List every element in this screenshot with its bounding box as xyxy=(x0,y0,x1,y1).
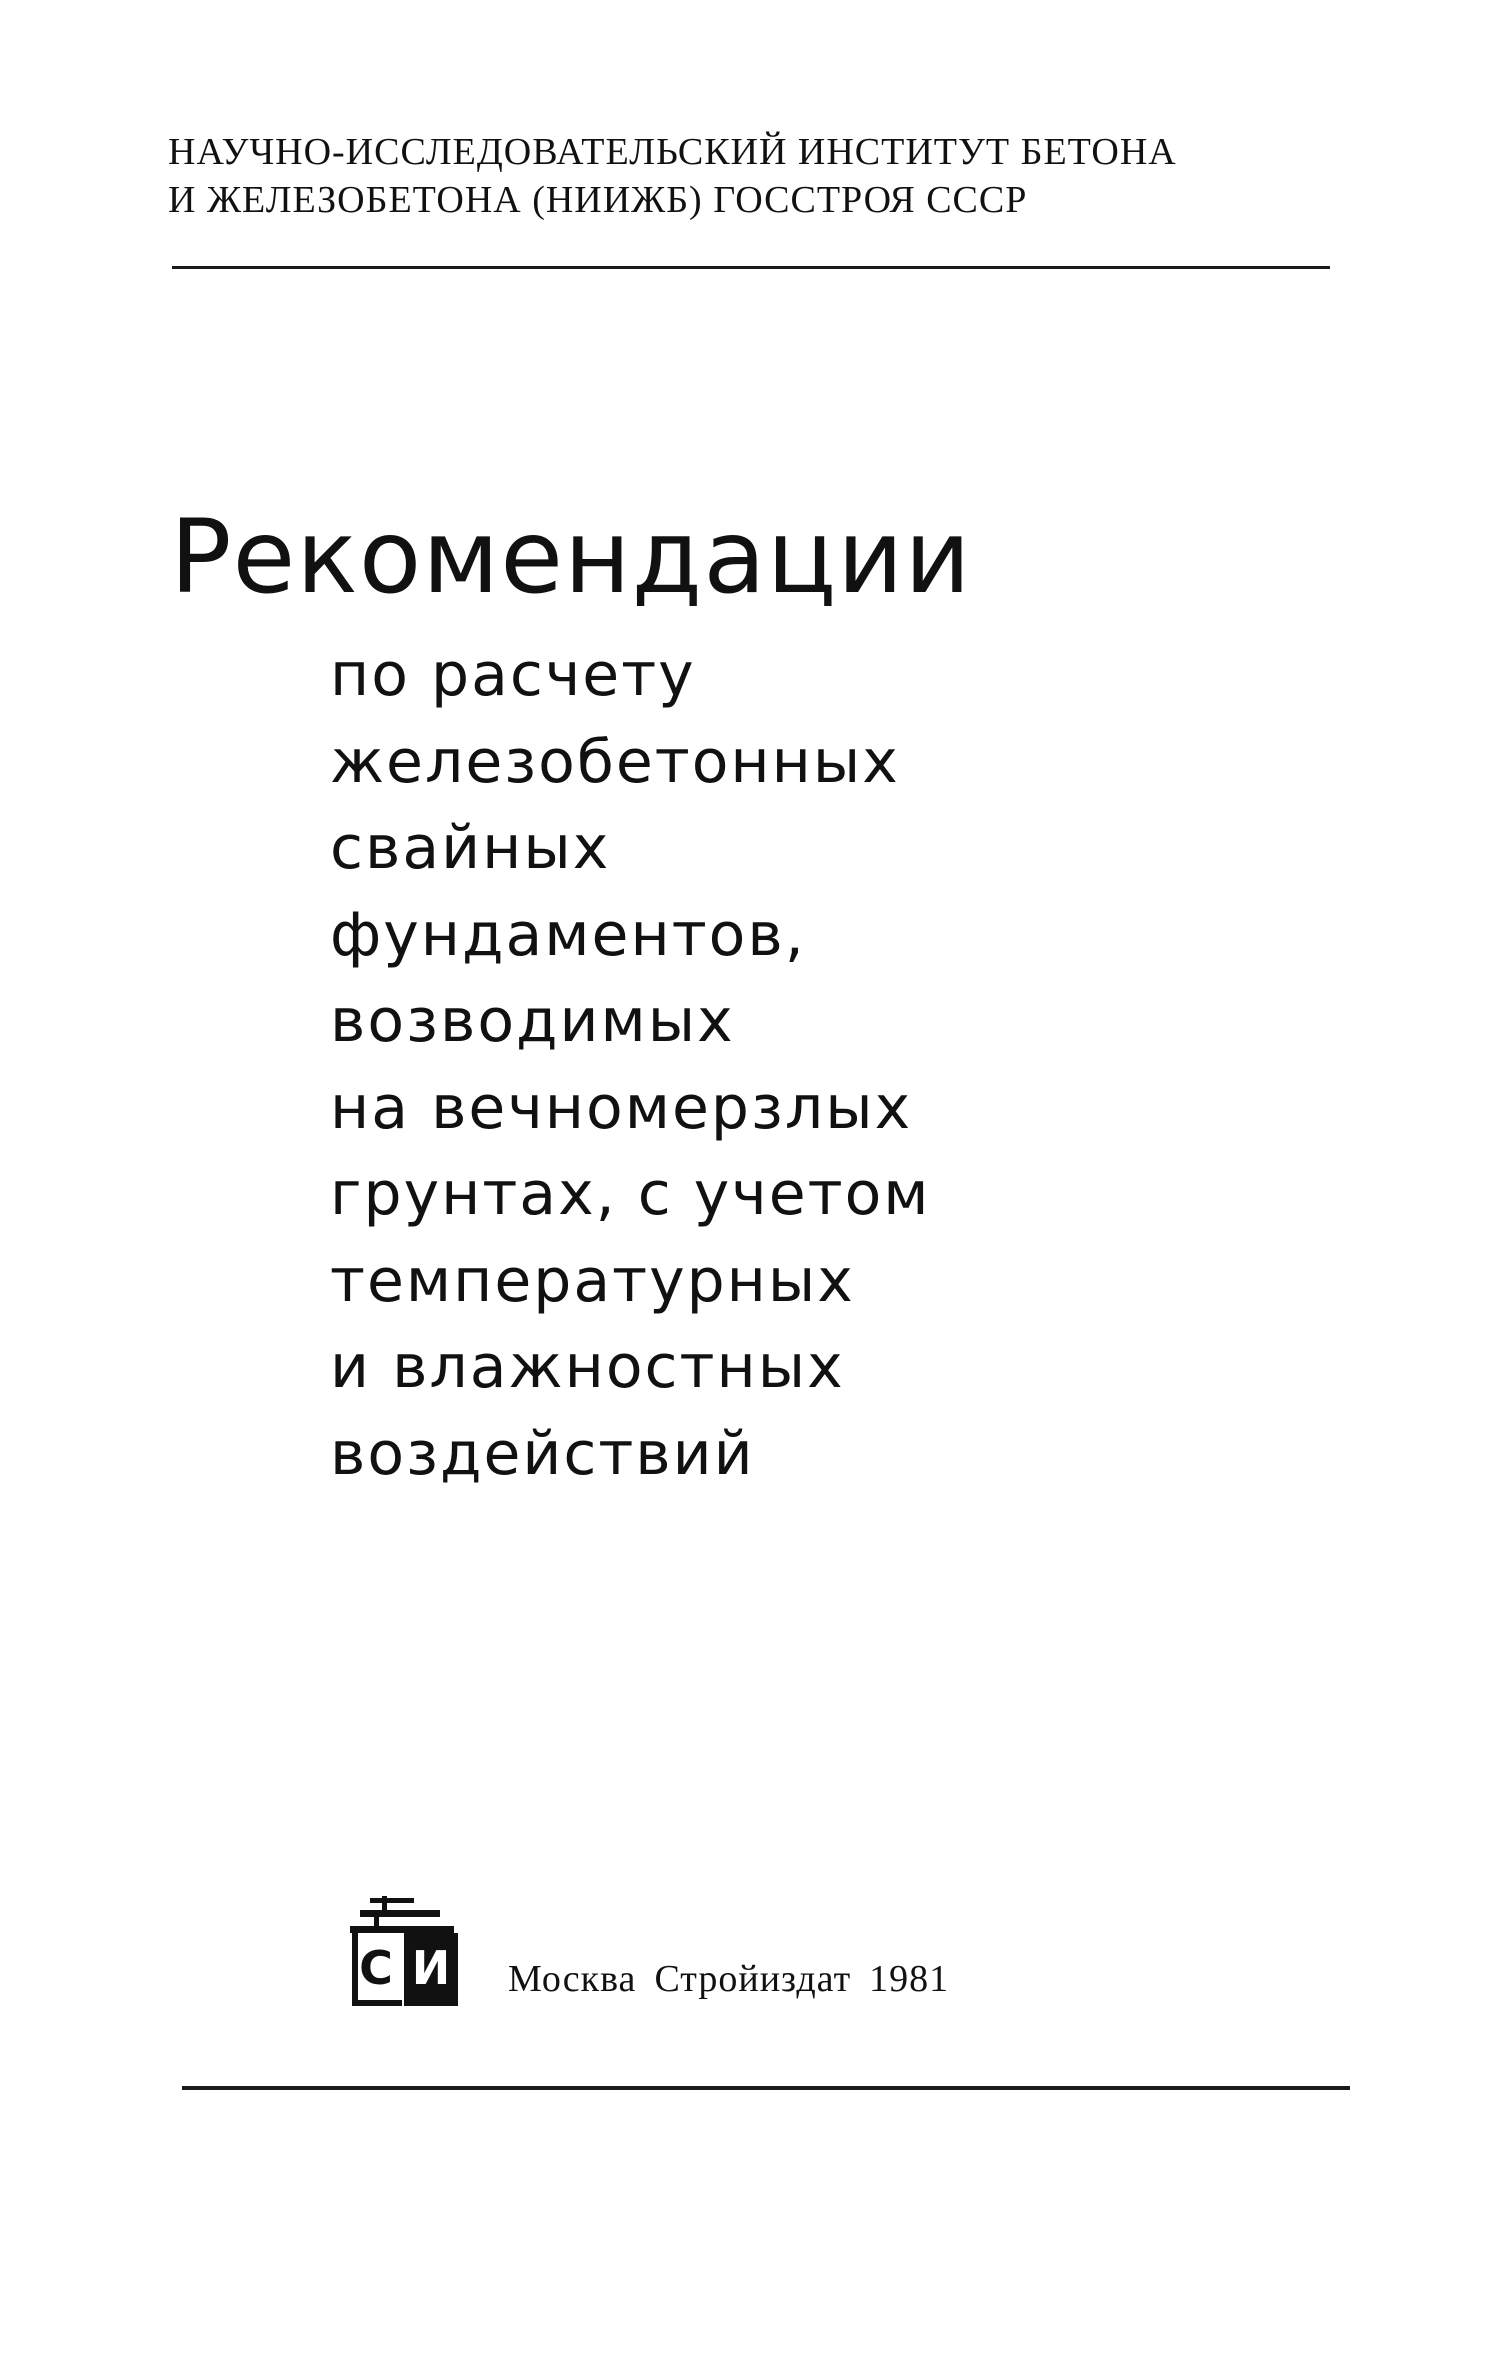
publisher-logo-icon xyxy=(346,1892,466,2010)
subtitle-line: возводимых xyxy=(330,986,735,1056)
subtitle-line: и влажностных xyxy=(330,1332,845,1402)
logo-letter-s: С xyxy=(359,1941,393,1995)
subtitle-line: железобетонных xyxy=(330,726,900,797)
subtitle-line: по расчету xyxy=(330,640,696,710)
publisher-imprint xyxy=(508,1955,949,2003)
subtitle-line: фундаментов, xyxy=(330,899,806,970)
top-divider xyxy=(172,266,1330,269)
subtitle-line: температурных xyxy=(330,1245,855,1316)
subtitle-line: грунтах, с учетом xyxy=(330,1159,931,1229)
subtitle-line: свайных xyxy=(330,813,611,883)
institute-line-2: И ЖЕЛЕЗОБЕТОНА (НИИЖБ) ГОССТРОЯ СССР xyxy=(168,179,1028,221)
logo-letter-i: И xyxy=(411,1941,451,1995)
publisher-name: Стройиздат xyxy=(654,1958,852,2000)
subtitle-line: воздействий xyxy=(330,1418,755,1489)
document-title: Рекомендации xyxy=(170,498,972,617)
publication-year: 1981 xyxy=(869,1958,950,2000)
publisher-city: Москва xyxy=(508,1958,637,2000)
institute-line-1: НАУЧНО-ИССЛЕДОВАТЕЛЬСКИЙ ИНСТИТУТ БЕТОНА xyxy=(168,131,1177,173)
institute-name xyxy=(168,128,1177,224)
subtitle-line: на вечномерзлых xyxy=(330,1072,913,1143)
bottom-divider xyxy=(182,2086,1350,2090)
document-subtitle xyxy=(330,632,931,1497)
